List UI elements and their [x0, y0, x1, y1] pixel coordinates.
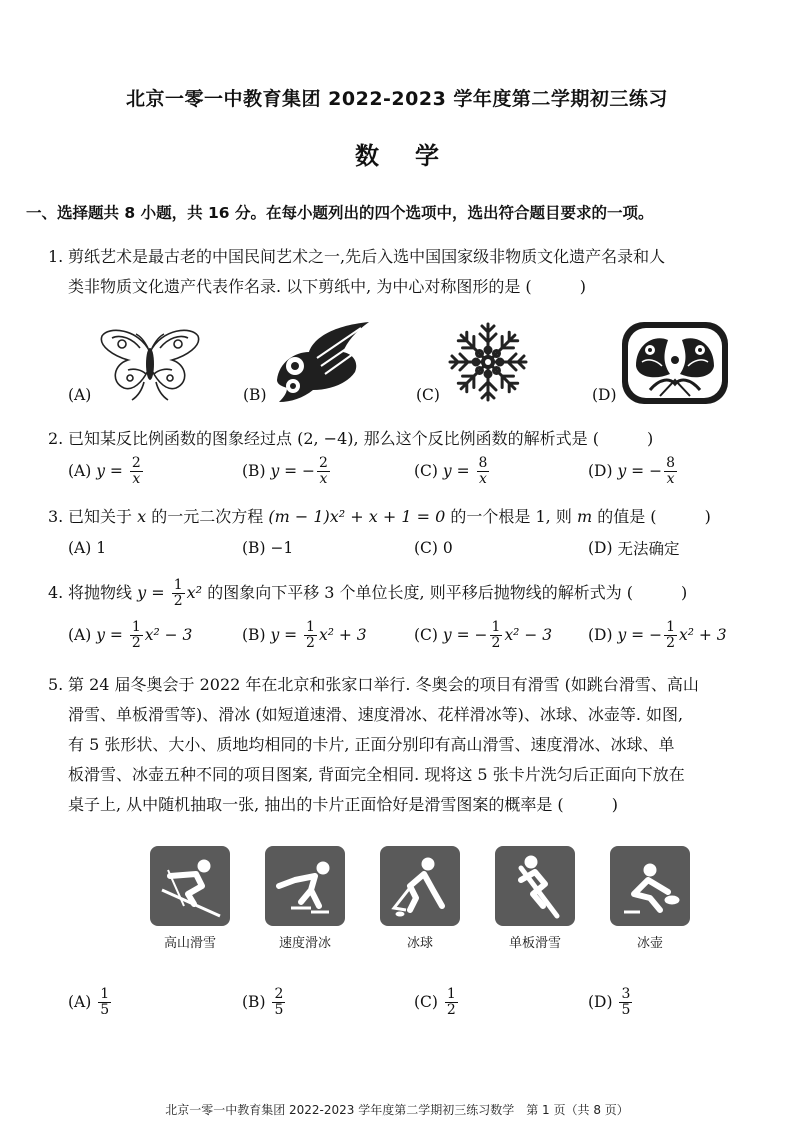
option-lhs: y = [96, 462, 123, 480]
alpine-skiing-icon [150, 846, 230, 926]
equation-rhs: x² [186, 583, 203, 602]
question-2 [48, 424, 772, 454]
option-label: (B) [242, 539, 266, 557]
denominator: x [132, 470, 141, 487]
question-text: 剪纸艺术是最古老的中国民间艺术之一,先后入选中国国家级非物质文化遗产名录和人 [68, 247, 666, 266]
option-sign: − [302, 462, 316, 480]
option-c[interactable] [414, 531, 453, 565]
denominator: 2 [173, 592, 183, 609]
option-label: (D) [588, 462, 613, 480]
question-number: 3. [48, 507, 64, 526]
option-label: (A) [68, 539, 92, 557]
question-number: 1. [48, 247, 64, 266]
ice-hockey-icon [380, 846, 460, 926]
option-b[interactable] [243, 318, 383, 408]
question-number: 5. [48, 675, 64, 694]
swallow-papercut-icon [269, 318, 373, 404]
option-label: (B) [242, 626, 266, 644]
question-text: 将抛物线 [68, 583, 133, 602]
option-lhs: y = [442, 626, 470, 644]
option-tail: x² + 3 [318, 626, 367, 644]
fraction [317, 456, 330, 487]
denominator: 2 [491, 634, 501, 651]
option-sign: − [649, 462, 663, 480]
denominator: 2 [306, 634, 315, 651]
option-b[interactable] [242, 454, 332, 488]
question-text: 板滑雪、冰壶五种不同的项目图案, 背面完全相同. 现将这 5 张卡片洗匀后正面向下放在 [68, 765, 685, 784]
numerator: 8 [666, 454, 675, 471]
numerator: 8 [478, 454, 488, 471]
option-c[interactable] [414, 454, 491, 488]
question-text: 桌子上, 从中随机抽取一张, 抽出的卡片正面恰好是滑雪图案的概率是 ( [68, 795, 564, 814]
sport-cards [150, 846, 690, 956]
fraction [490, 620, 503, 651]
card-caption: 速度滑冰 [278, 936, 331, 951]
numerator: 2 [131, 454, 141, 471]
snowflake-papercut-icon [444, 318, 532, 406]
question-text: 已知某反比例函数的图象经过点 (2, −4), 那么这个反比例函数的解析式是 ( [68, 429, 600, 448]
subject-title: 数学 [355, 142, 475, 170]
fraction [172, 578, 185, 609]
answer-paren-close: ) [704, 507, 711, 526]
card-snowboard [495, 846, 575, 951]
answer-paren-close: ) [681, 583, 688, 602]
fraction [98, 987, 111, 1018]
fraction [477, 456, 490, 487]
fraction [445, 987, 458, 1018]
option-value: −1 [270, 539, 294, 557]
option-lhs: y = [617, 626, 645, 644]
answer-paren-close: ) [579, 277, 586, 296]
question-text: 的值是 ( [597, 507, 657, 526]
fraction [664, 620, 677, 651]
denominator: 2 [666, 634, 675, 651]
numerator: 1 [131, 618, 141, 635]
option-label: (D) [588, 539, 613, 557]
option-label: (D) [592, 386, 617, 404]
numerator: 2 [274, 985, 284, 1002]
option-label: (B) [243, 386, 267, 404]
answer-paren-close: ) [647, 429, 654, 448]
option-c[interactable] [414, 618, 552, 652]
question-text: 第 24 届冬奥会于 2022 年在北京和张家口举行. 冬奥会的项目有滑雪 (如跳台滑雪、高山 [68, 675, 699, 694]
numerator: 1 [100, 985, 110, 1002]
q4-options [68, 618, 774, 652]
option-value: 无法确定 [617, 540, 680, 558]
option-a[interactable] [68, 318, 208, 408]
option-tail: x² + 3 [679, 626, 727, 644]
option-c[interactable] [416, 318, 576, 408]
denominator: 5 [100, 1001, 110, 1018]
denominator: x [666, 470, 675, 487]
fraction [664, 456, 677, 487]
question-text: 有 5 张形状、大小、质地均相同的卡片, 正面分别印有高山滑雪、速度滑冰、冰球、单 [68, 735, 675, 754]
denominator: 2 [446, 1001, 456, 1018]
option-label: (A) [68, 462, 92, 480]
option-value: 0 [442, 539, 453, 557]
question-text: 已知关于 [68, 507, 133, 526]
option-a[interactable] [68, 982, 113, 1022]
q2-options [68, 454, 774, 488]
option-label: (B) [242, 993, 266, 1011]
question-text: 的一个根是 1, 则 [450, 507, 572, 526]
option-label: (C) [414, 462, 438, 480]
fraction [130, 620, 143, 651]
fraction [619, 987, 632, 1018]
question-3 [48, 502, 772, 532]
question-4 [48, 576, 772, 610]
option-label: (C) [414, 626, 438, 644]
option-label: (B) [242, 462, 266, 480]
numerator: 1 [666, 618, 675, 635]
denominator: 5 [621, 1001, 631, 1018]
question-text: 的一元二次方程 [151, 507, 264, 526]
option-label: (D) [588, 626, 613, 644]
option-a[interactable] [68, 454, 145, 488]
option-lhs: y = [442, 462, 470, 480]
option-label: (A) [68, 386, 92, 404]
option-sign: − [649, 626, 663, 644]
question-number: 4. [48, 583, 64, 602]
answer-paren-close: ) [611, 795, 618, 814]
denominator: 5 [274, 1001, 284, 1018]
question-number: 2. [48, 429, 64, 448]
fraction [304, 620, 317, 651]
speed-skating-icon [265, 846, 345, 926]
option-lhs: y = [96, 626, 123, 644]
option-a[interactable] [68, 618, 192, 652]
option-tail: x² − 3 [144, 626, 193, 644]
option-tail: x² − 3 [504, 626, 553, 644]
exam-title: 北京一零一中教育集团 2022-2023 学年度第二学期初三练习 [126, 88, 668, 110]
question-text: 的图象向下平移 3 个单位长度, 则平移后抛物线的解析式为 ( [207, 583, 634, 602]
question-text: 类非物质文化遗产代表作名录. 以下剪纸中, 为中心对称图形的是 ( [68, 277, 532, 296]
option-d[interactable] [592, 318, 768, 408]
fraction [272, 987, 285, 1018]
butterfly-papercut-icon [98, 322, 202, 402]
denominator: x [479, 470, 487, 487]
option-b[interactable] [242, 618, 367, 652]
option-label: (A) [68, 993, 92, 1011]
numerator: 1 [491, 618, 501, 635]
numerator: 1 [446, 985, 456, 1002]
fraction [130, 456, 143, 487]
option-label: (C) [414, 993, 438, 1011]
card-speed-skating [265, 846, 345, 951]
card-caption: 冰壶 [636, 936, 663, 951]
card-caption: 高山滑雪 [163, 936, 216, 951]
q1-options [68, 318, 768, 408]
page-footer: 北京一零一中教育集团 2022-2023 学年度第二学期初三练习数学 第 1 页（共 8 页） [165, 1103, 629, 1117]
option-a[interactable] [68, 531, 106, 565]
question-1 [48, 242, 772, 302]
snowboard-icon [495, 846, 575, 926]
question-text: 滑雪、单板滑雪等)、滑冰 (如短道速滑、速度滑冰、花样滑冰等)、冰球、冰壶等. 如图, [68, 705, 684, 724]
section-heading: 一、选择题共 8 小题，共 16 分。在每小题列出的四个选项中，选出符合题目要求的一项。 [26, 204, 654, 222]
option-b[interactable] [242, 531, 293, 565]
equation-lhs: y = [137, 583, 165, 602]
option-label: (C) [414, 539, 438, 557]
numerator: 2 [319, 454, 328, 471]
option-label: (A) [68, 626, 92, 644]
question-5 [48, 670, 772, 820]
equation: (m − 1)x² + x + 1 = 0 [268, 507, 446, 526]
denominator: 2 [131, 634, 141, 651]
option-d[interactable] [588, 982, 634, 1022]
card-ice-hockey [380, 846, 460, 951]
card-alpine-skiing [150, 846, 230, 951]
twin-fish-papercut-icon [620, 320, 730, 406]
card-caption: 单板滑雪 [508, 936, 561, 951]
numerator: 1 [173, 576, 183, 593]
denominator: x [319, 470, 328, 487]
variable-m: m [576, 507, 593, 526]
numerator: 3 [621, 985, 631, 1002]
option-label: (C) [416, 386, 440, 404]
option-d[interactable] [588, 454, 679, 488]
option-sign: − [474, 626, 488, 644]
option-lhs: y = [270, 462, 298, 480]
option-b[interactable] [242, 982, 287, 1022]
option-d[interactable] [588, 618, 727, 652]
q5-options [68, 982, 774, 1022]
variable-x: x [137, 507, 147, 526]
option-lhs: y = [270, 626, 298, 644]
option-d[interactable] [588, 531, 679, 565]
card-curling [610, 846, 690, 951]
curling-icon [610, 846, 690, 926]
option-lhs: y = [617, 462, 645, 480]
card-caption: 冰球 [406, 936, 433, 951]
option-label: (D) [588, 993, 613, 1011]
option-value: 1 [96, 539, 107, 557]
q3-options [68, 531, 774, 565]
numerator: 1 [306, 618, 315, 635]
option-c[interactable] [414, 982, 460, 1022]
